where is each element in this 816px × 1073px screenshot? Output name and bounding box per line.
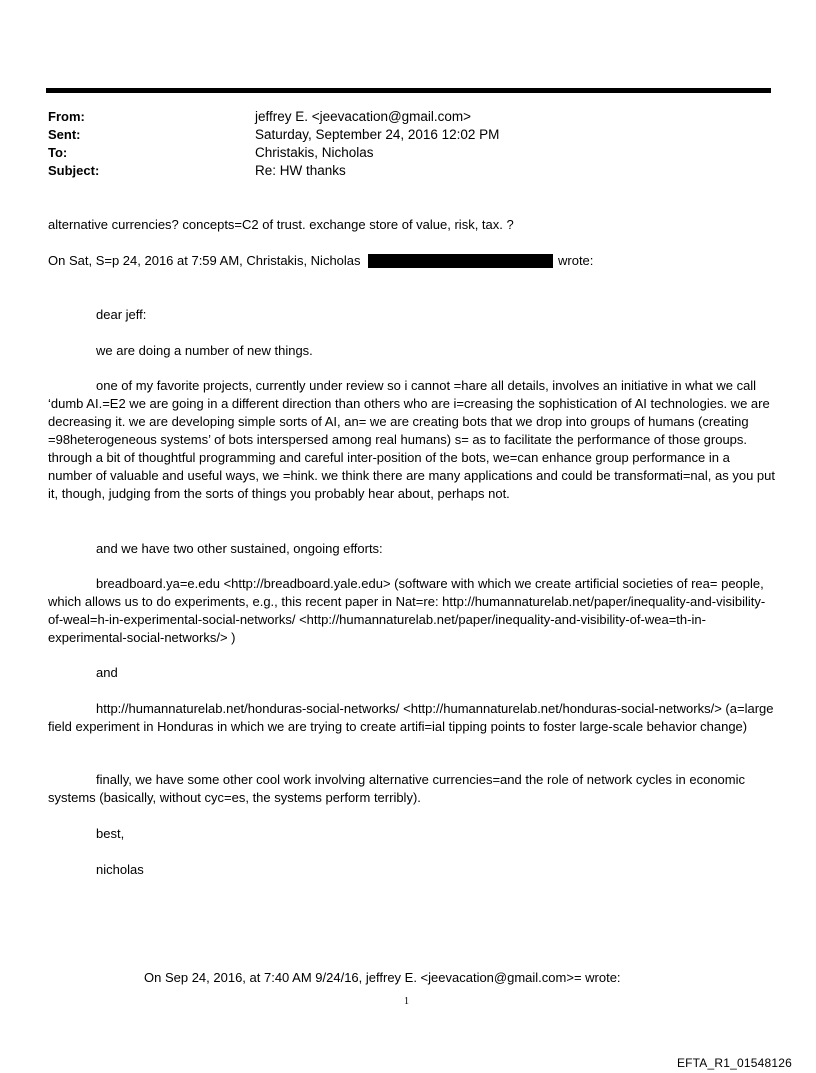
subject-label: Subject: (48, 163, 100, 178)
paragraph-intro: we are doing a number of new things. (96, 343, 313, 358)
paragraph-and: and (96, 665, 118, 680)
header-rule (46, 88, 771, 93)
paragraph-efforts: and we have two other sustained, ongoing efforts: (96, 541, 383, 556)
paragraph-honduras: http://humannaturelab.net/honduras-social-networks/ <http://humannaturelab.net/honduras-social-networks/> (a=large field experiment in Honduras in which we are trying to create artifi=ial tipping points to foster large-scale behavior change) (48, 701, 774, 734)
subject-value: Re: HW thanks (255, 163, 346, 178)
page-number: 1 (404, 996, 409, 1007)
reply-line: alternative currencies? concepts=C2 of trust. exchange store of value, risk, tax. ? (48, 217, 514, 232)
paragraph-breadboard: breadboard.ya=e.edu <http://breadboard.yale.edu> (software with which we create artificial societies of rea= people, which allows us to do experiments, e.g., this recent paper in Nat=re: http://humannaturelab.net/paper/inequality-and-visibility-of-weal=h-in-experimental-social-networks/ <http://humannaturelab.net/paper/inequality-and-visibility-of-wea=th-in-experimental-social-networks/> ) (48, 576, 766, 645)
to-label: To: (48, 145, 68, 160)
sent-value: Saturday, September 24, 2016 12:02 PM (255, 127, 500, 142)
document-id: EFTA_R1_01548126 (676, 1056, 792, 1070)
paragraph-dumb-ai: one of my favorite projects, currently under review so i cannot =hare all details, involves an initiative in what we call ‘dumb AI.=E2 we are going in a different direction than others who are i=creasing the sophistication of AI technologies. we are decreasing it. we are developing simple sorts of AI, an= we are creating bots that we drop into groups of humans (creating =98heterogeneous systems’ of bots interspersed among real humans) s= as to facilitate the performance of those groups. through a bit of thoughtful programming and careful inter-position of the bots, we=can enhance group performance in a number of valuable and useful ways, we =hink. we think there are many applications and could be transformati=nal, as you put it, though, judging from the sorts of things you probably hear about, perhaps not. (48, 378, 775, 501)
to-value: Christakis, Nicholas (255, 145, 374, 160)
redaction-box (368, 254, 553, 268)
quote-intro-wrote: wrote: (558, 253, 594, 268)
signoff: best, (96, 826, 125, 841)
earlier-message-intro: On Sep 24, 2016, at 7:40 AM 9/24/16, jeffrey E. <jeevacation@gmail.com>= wrote: (144, 970, 621, 985)
signature: nicholas (96, 862, 144, 877)
greeting: dear jeff: (96, 307, 147, 322)
from-value: jeffrey E. <jeevacation@gmail.com> (255, 109, 472, 124)
sent-label: Sent: (48, 127, 81, 142)
paragraph-currencies: finally, we have some other cool work involving alternative currencies=and the role of network cycles in economic systems (basically, without cyc=es, the systems perform terribly). (48, 772, 745, 805)
from-label: From: (48, 109, 85, 124)
quote-intro: On Sat, S=p 24, 2016 at 7:59 AM, Christakis, Nicholas (48, 253, 361, 268)
